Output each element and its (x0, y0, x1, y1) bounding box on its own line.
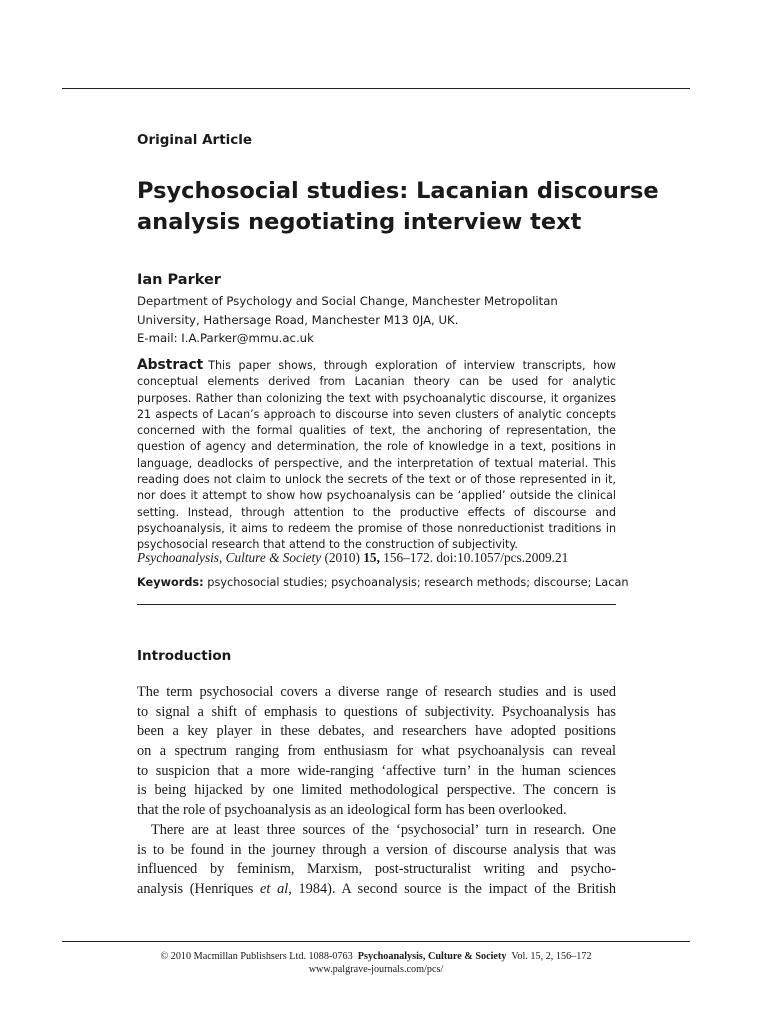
article-title (137, 176, 657, 238)
article-type-label: Original Article (137, 132, 253, 148)
citation-journal: Psychoanalysis, Culture & Society (137, 550, 322, 565)
introduction-body (137, 683, 616, 900)
affiliation-email: E-mail: I.A.Parker@mmu.ac.uk (137, 331, 314, 345)
abstract-label: Abstract (137, 357, 204, 373)
body-line: The term psychosocial covers a diverse range of research studies and is used (137, 684, 616, 700)
keywords-text: psychosocial studies; psychoanalysis; research methods; discourse; Lacan (207, 576, 629, 589)
body-line: been a key player in these debates, and researchers have adopted positions (137, 723, 616, 740)
article-citation (137, 550, 568, 566)
top-rule (62, 88, 690, 89)
abstract (137, 357, 616, 554)
body-line: There are at least three sources of the ‘psychosocial’ turn in research. One (151, 821, 616, 838)
citation-volume: 15, (363, 550, 380, 565)
body-line: on a spectrum ranging from enthusiasm for what psychoanalysis can reveal (137, 743, 616, 760)
citation-after: , 1984). A second source is the impact of the British (288, 880, 616, 897)
body-line: is being hijacked by one limited methodological perspective. The concern is (137, 782, 616, 799)
footer-volume: Vol. 15, 2, 156–172 (511, 951, 592, 962)
body-line: to suspicion that a more wide-ranging ‘affective turn’ in the human sciences (137, 762, 616, 779)
author-affiliation (137, 292, 558, 348)
body-line: that the role of psychoanalysis as an ideological form has been overlooked. (137, 802, 567, 819)
citation-pages-doi: 156–172. doi:10.1057/pcs.2009.21 (383, 550, 569, 565)
title-line: Psychosocial studies: Lacanian discourse (137, 178, 659, 204)
title-line: analysis negotiating interview text (137, 209, 582, 235)
abstract-text: This paper shows, through exploration of interview transcripts, how conceptual elements derived from Lacanian theory can be used for analytic purposes. Rather than colonizing the text with psychoanalytic discourse, it organizes 21 aspects of Lacan’s approach to discourse into seven clusters of analytic concepts concerned with the formal qualities of text, the anchoring of representation, the question of agency and determination, the role of knowledge in a text, positions in language, deadlocks of perspective, and the interpretation of textual material. This reading does not claim to unlock the secrets of the text or of those represented in it, nor does it attempt to show how psychoanalysis can be ‘applied’ outside the clinical setting. Instead, through attention to the productive effects of discourse and psychoanalysis, it aims to redeem the promise of those nonreductionist traditions in psychosocial research that attend to the construction of subjectivity. (137, 359, 616, 552)
body-line: influenced by feminism, Marxism, post-structuralist writing and psycho- (137, 861, 616, 878)
footer-url[interactable]: www.palgrave-journals.com/pcs/ (308, 964, 444, 975)
citation-italic: et al (260, 880, 289, 897)
keywords-label: Keywords: (137, 576, 204, 589)
copyright-icon: © (160, 951, 169, 962)
affiliation-line: Department of Psychology and Social Change, Manchester Metropolitan (137, 294, 558, 308)
body-line-with-citation (137, 880, 616, 900)
citation-before: analysis (Henriques (137, 880, 261, 897)
keywords (137, 576, 629, 589)
body-line: is to be found in the journey through a version of discourse analysis that was (137, 841, 616, 858)
citation-year: (2010) (324, 550, 360, 565)
footer-journal: Psychoanalysis, Culture & Society (357, 951, 507, 962)
keywords-rule (137, 604, 616, 605)
body-line: to signal a shift of emphasis to questions of subjectivity. Psychoanalysis has (137, 703, 616, 720)
footer-rule (62, 941, 690, 942)
footer-publisher: 2010 Macmillan Publishsers Ltd. 1088-0763 (170, 951, 353, 962)
section-heading-introduction: Introduction (137, 648, 232, 664)
author-name: Ian Parker (137, 272, 221, 288)
page-footer (62, 950, 690, 976)
affiliation-line: University, Hathersage Road, Manchester M13 0JA, UK. (137, 312, 459, 327)
footer-copyright-row (62, 950, 690, 963)
